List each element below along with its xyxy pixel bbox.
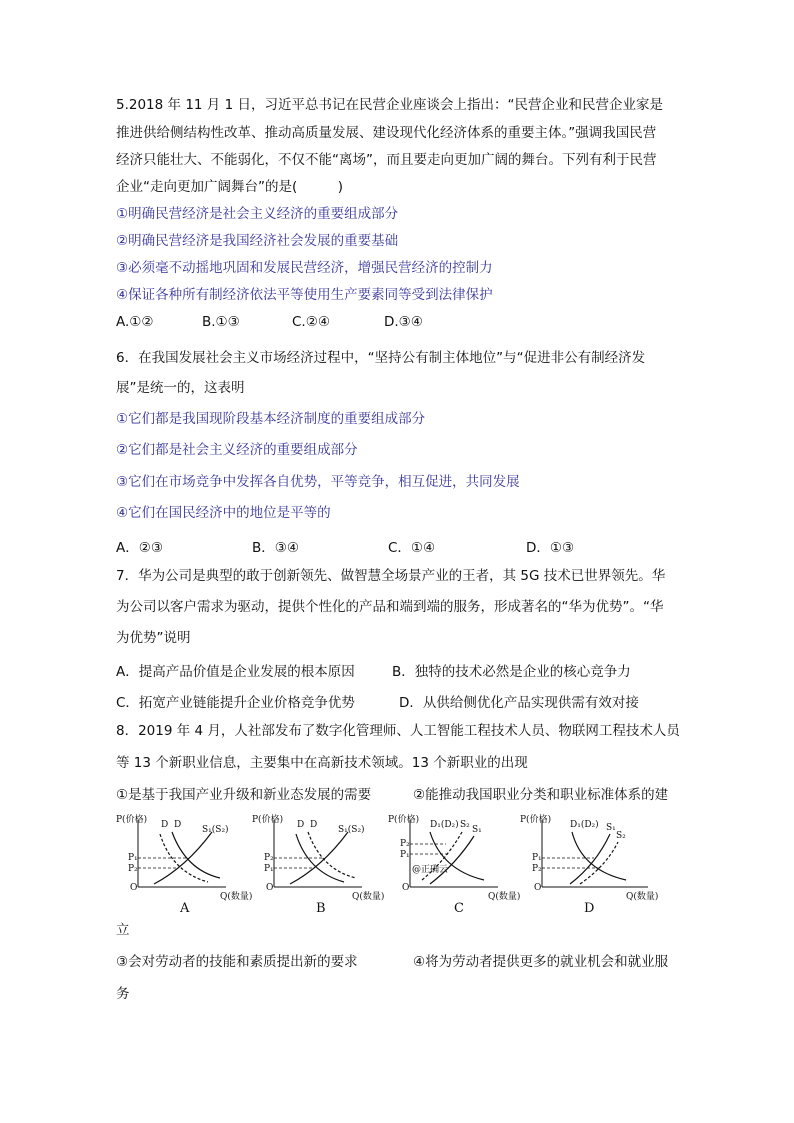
graph-a-label: A (180, 901, 190, 916)
graph-a-d2: D (174, 820, 182, 830)
graph-b-origin: O (266, 883, 274, 893)
graph-c-label: C (454, 901, 464, 916)
q5-option-1: ①明确民营经济是社会主义经济的重要组成部分 (116, 206, 399, 222)
graph-a-p1: P₁ (128, 853, 138, 863)
q6-choice-a: A．②③ (116, 540, 163, 556)
graph-b-p1: P₁ (264, 864, 274, 874)
q6-option-4: ④它们在国民经济中的地位是平等的 (116, 505, 331, 521)
q8-option-4: ④将为劳动者提供更多的就业机会和就业服 (413, 954, 669, 970)
q7-choice-b: B．独特的技术必然是企业的核心竞争力 (392, 664, 631, 680)
graph-b-d1: D (297, 820, 305, 830)
q6-choice-c: C．①④ (388, 540, 436, 556)
graph-b-d2: D (310, 820, 318, 830)
graph-d-s2-curve (580, 842, 618, 884)
q6-option-3: ③它们在市场竞争中发挥各自优势，平等竞争，相互促进，共同发展 (116, 474, 520, 490)
graph-b-label: B (316, 901, 326, 916)
graph-c-p2: P₂ (400, 839, 410, 849)
graph-a-s: S₁(S₂) (202, 825, 229, 835)
graph-b-p2: P₂ (264, 853, 274, 863)
graph-a-d2-curve (172, 832, 220, 878)
q7-line-3: 为优势”说明 (116, 630, 191, 646)
graph-a-ylabel: P(价格) (116, 815, 148, 825)
q7-line-1: 7．华为公司是典型的敢于创新领先、做智慧全场景产业的王者，其 5G 技术已世界领先。华 (116, 568, 666, 584)
graph-c-d: D₁(D₂) (430, 820, 459, 830)
q6-option-1: ①它们都是我国现阶段基本经济制度的重要组成部分 (116, 411, 426, 427)
graph-a-p2: P₂ (128, 864, 138, 874)
q8-line-2: 等 13 个新职业信息，主要集中在高新技术领域。13 个新职业的出现 (116, 755, 528, 771)
graph-c-watermark: @正确云 (412, 865, 449, 875)
q6-line-2: 展”是统一的，这表明 (116, 380, 245, 396)
q8-option-2-continued: 立 (116, 922, 130, 938)
q8-option-4-continued: 务 (116, 986, 130, 1002)
graph-c-s1: S₁ (472, 825, 482, 835)
q5-choice-a: A.①② (116, 314, 154, 330)
q6-option-2: ②它们都是社会主义经济的重要组成部分 (116, 442, 358, 458)
q5-line-2: 推进供给侧结构性改革、推动高质量发展、建设现代化经济体系的重要主体。”强调我国民营 (116, 125, 657, 141)
q7-choice-d: D．从供给侧优化产品实现供需有效对接 (399, 695, 639, 711)
graph-c-p1: P₁ (400, 850, 410, 860)
q6-choice-b: B．③④ (252, 540, 299, 556)
graph-d-p2: P₂ (532, 864, 542, 874)
q7-line-2: 为公司以客户需求为驱动，提供个性化的产品和端到端的服务，形成著名的“华为优势”。“华 (116, 599, 664, 615)
graph-c-s1-curve (430, 836, 474, 884)
q5-choice-c: C.②④ (292, 314, 330, 330)
graph-d-ylabel: P(价格) (520, 815, 552, 825)
q6-choice-d: D．①③ (526, 540, 575, 556)
q5-line-4: 企业“走向更加广阔舞台”的是( ) (116, 179, 344, 195)
q5-option-3: ③必须毫不动摇地巩固和发展民营经济，增强民营经济的控制力 (116, 260, 493, 276)
q5-line-3: 经济只能壮大、不能弱化，不仅不能“离场”，而且要走向更加广阔的舞台。下列有利于民营 (116, 152, 657, 168)
graph-d-svg (520, 812, 690, 914)
graph-c-ylabel: P(价格) (388, 815, 420, 825)
graph-c-s2: S₂ (460, 820, 470, 830)
q7-choice-a: A．提高产品价值是企业发展的根本原因 (116, 664, 355, 680)
graph-d-p1: P₁ (532, 853, 542, 863)
graph-b-s: S₁(S₂) (338, 825, 365, 835)
graph-c-origin: O (402, 883, 410, 893)
q5-option-4: ④保证各种所有制经济依法平等使用生产要素同等受到法律保护 (116, 287, 493, 303)
graph-d-s1: S₁ (606, 823, 616, 833)
graph-d (520, 812, 690, 914)
graph-b-xlabel: Q(数量) (352, 892, 385, 902)
graph-d-xlabel: Q(数量) (626, 892, 659, 902)
q8-line-1: 8．2019 年 4 月，人社部发布了数字化管理师、人工智能工程技术人员、物联网工程技术人员 (116, 723, 680, 739)
q7-choice-c: C．拓宽产业链能提升企业价格竞争优势 (116, 695, 355, 711)
q8-option-2: ②能推动我国职业分类和职业标准体系的建 (413, 787, 669, 803)
graph-d-origin: O (534, 883, 542, 893)
graph-c-xlabel: Q(数量) (488, 892, 521, 902)
graph-d-d: D₁(D₂) (570, 820, 599, 830)
graph-d-s2: S₂ (616, 831, 626, 841)
q6-line-1: 6．在我国发展社会主义市场经济过程中，“坚持公有制主体地位”与“促进非公有制经济发 (116, 350, 646, 366)
q5-choice-d: D.③④ (384, 314, 423, 330)
q5-option-2: ②明确民营经济是我国经济社会发展的重要基础 (116, 233, 399, 249)
graph-b-d2-curve (308, 832, 356, 878)
graph-a-xlabel: Q(数量) (220, 892, 253, 902)
q8-option-3: ③会对劳动者的技能和素质提出新的要求 (116, 954, 358, 970)
graph-d-label: D (584, 901, 595, 916)
q8-option-1: ①是基于我国产业升级和新业态发展的需要 (116, 787, 372, 803)
graph-a-d1: D (161, 820, 169, 830)
graph-b-ylabel: P(价格) (252, 815, 284, 825)
q5-choice-b: B.①③ (202, 314, 240, 330)
q5-line-1: 5.2018 年 11 月 1 日，习近平总书记在民营企业座谈会上指出：“民营企业和民营企业家是 (116, 97, 663, 113)
graph-a-origin: O (130, 883, 138, 893)
